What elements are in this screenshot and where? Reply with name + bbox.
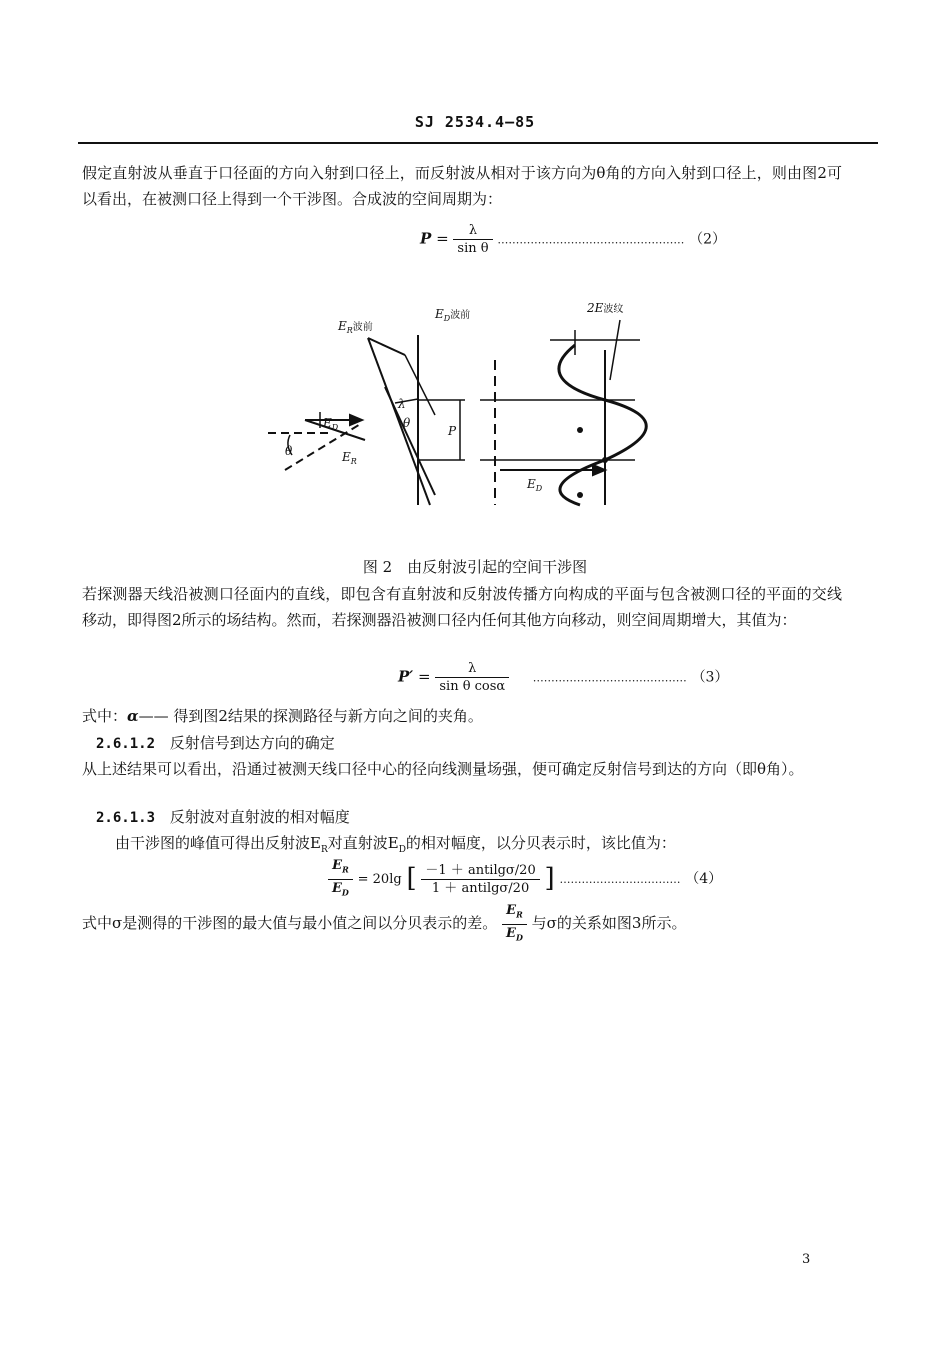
eq2-lhs: P [420, 229, 432, 248]
section-2-6-1-2 [96, 731, 335, 757]
eq4-lhs-fraction [328, 857, 353, 901]
eq3-denominator: sin θ cosα [439, 679, 506, 694]
eq2-leader-dots: …………………………………………… [497, 233, 685, 247]
lambda-label: λ [398, 397, 406, 411]
ripple-label: 2E波纹 [587, 301, 624, 315]
section-2-6-1-3 [96, 805, 350, 831]
wave-point [577, 427, 583, 433]
eq2-denominator: sin θ [457, 241, 489, 256]
eq4-denominator: 1 ＋ antilgσ/20 [431, 880, 530, 896]
equation-3: P′ = $\frac{\lambda}{\text{sin θ cosα}}$ …………………………………… （3） [398, 661, 729, 694]
where-alpha-text: —— 得到图2结果的探测路径与新方向之间的夹角。 [138, 707, 483, 725]
eq4-leader-dots: …………………………… [559, 873, 681, 887]
paragraph-4-end: 的相对幅度，以分贝表示时，该比值为： [405, 834, 676, 852]
er-wavefront-line [368, 338, 430, 505]
wave-point [602, 457, 608, 463]
eq3-fraction [435, 660, 509, 695]
where-alpha [82, 704, 483, 729]
section-2-6-1-2-title: 反射信号到达方向的确定 [169, 734, 335, 752]
eq3-leader-dots: …………………………………… [532, 671, 687, 685]
interference-wave [559, 345, 646, 505]
eq3-number: （3） [691, 669, 729, 686]
paragraph-4-mid: 对直射波E [327, 834, 399, 852]
ed-bottom-label: $E_D$ [527, 477, 543, 493]
section-2-6-1-3-title: 反射波对直射波的相对幅度 [169, 808, 350, 826]
header-rule [78, 142, 878, 144]
paragraph-4-start: 由干涉图的峰值可得出反射波E [115, 834, 321, 852]
section-2-6-1-2-number: 2.6.1.2 [96, 736, 156, 752]
where-alpha-symbol: α [127, 707, 139, 725]
paragraph-4-sub-r: R [320, 845, 328, 855]
ed-arrowhead [350, 415, 362, 425]
eq4-number: （4） [685, 871, 723, 888]
er-wavefront-label: $E_R^{波前}$ [338, 319, 373, 335]
where-sigma-numerator: $E_R$ [502, 902, 527, 925]
where-sigma [82, 902, 686, 946]
document-header: SJ 2534.4—85 [414, 113, 536, 131]
eq4-lhs-numerator: $E_R$ [328, 857, 353, 880]
eq4-middle: = 20lg [357, 872, 402, 888]
eq3-lhs: P′ [398, 667, 414, 686]
theta-left-label: θ [285, 444, 293, 458]
p-label: P [448, 424, 457, 438]
figure-2-caption: 图 2 由反射波引起的空间干涉图 [362, 558, 588, 576]
eq4-fraction [421, 862, 539, 897]
eq2-numerator: λ [453, 222, 492, 240]
paragraph-1: 假定直射波从垂直于口径面的方向入射到口径上，而反射波从相对于该方向为θ角的方向入射到口径上，则由图2可以看出，在被测口径上得到一个干涉图。合成波的空间周期为： [82, 164, 842, 208]
where-sigma-denominator: $E_D$ [506, 925, 523, 943]
theta-inner-label: θ [403, 416, 411, 430]
eq3-numerator: λ [435, 660, 509, 678]
ed-arrow-label: $E_D$ [323, 416, 339, 432]
where-sigma-start: 式中σ是测得的干涉图的最大值与最小值之间以分贝表示的差。 [82, 914, 498, 933]
paragraph-3: 从上述结果可以看出，沿通过被测天线口径中心的径向线测量场强，便可确定反射信号到达的方向（即θ角）。 [82, 760, 804, 778]
page-number: 3 [802, 1252, 811, 1267]
section-2-6-1-3-number: 2.6.1.3 [96, 810, 156, 826]
equation-2: P = $\frac{\lambda}{\text{sin θ}}$ …………………………………………… （2） [420, 223, 727, 256]
eq2-fraction [453, 222, 492, 257]
paragraph-4-sub-d: D [398, 845, 406, 855]
eq2-number: （2） [689, 231, 727, 248]
paragraph-2: 若探测器天线沿被测口径面内的直线，即包含有直射波和反射波传播方向构成的平面与包含被测口径的平面的交线移动，即得图2所示的场结构。然而，若探测器沿被测口径内任何其他方向移动，则空间周期增大，其值为： [82, 585, 842, 629]
eq4-numerator: －1 ＋ antilgσ/20 [421, 862, 539, 880]
where-alpha-prefix: 式中： [82, 707, 128, 725]
where-sigma-mid: 与σ的关系如图3所示。 [531, 914, 687, 933]
equation-4: $\frac{E_R}{E_D}$ = 20lg [ $\frac{\text{－1 ＋ antilgσ/20}}{\text{1 ＋ antilgσ/20}}$ ] …………………………… （4） [328, 857, 722, 901]
ed-wavefront-label: $E_D^{波前}$ [435, 307, 471, 323]
wave-point [577, 492, 583, 498]
where-sigma-fraction [502, 902, 527, 946]
figure-2-diagram [250, 295, 670, 520]
er-arrow-label: $E_R$ [342, 450, 357, 466]
eq4-lhs-denominator: $E_D$ [332, 880, 349, 898]
